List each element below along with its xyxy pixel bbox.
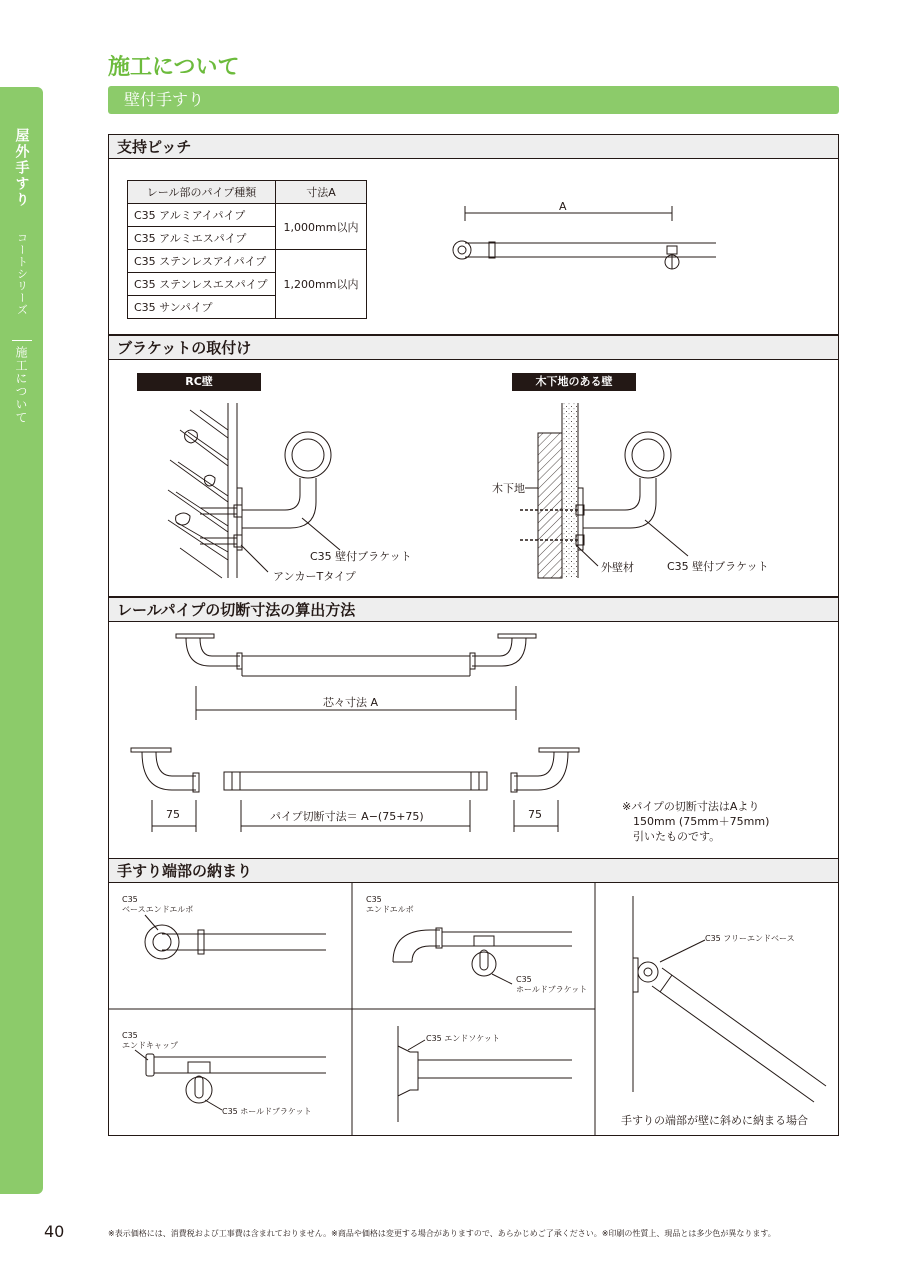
dimension-a-label: A	[559, 200, 567, 213]
left-75-label: 75	[166, 808, 180, 821]
end-elbow-label: C35 エンドエルボ	[366, 895, 414, 914]
end-cap-label: C35 エンドキャップ	[122, 1031, 178, 1050]
page-title: 施工について	[108, 55, 240, 80]
right-75-label: 75	[528, 808, 542, 821]
anchor-label: アンカーTタイプ	[273, 570, 356, 583]
table-cell-pipe: C35 アルミエスパイプ	[128, 227, 276, 250]
side-tab-section: 施工について	[14, 346, 28, 424]
table-cell-pipe: C35 サンパイプ	[128, 296, 276, 319]
exterior-label: 外壁材	[601, 561, 634, 574]
table-cell-dimension: 1,200mm以内	[276, 250, 367, 319]
table-cell-pipe: C35 アルミアイパイプ	[128, 204, 276, 227]
support-pitch-table	[127, 180, 367, 319]
table-cell-pipe: C35 ステンレスエスパイプ	[128, 273, 276, 296]
wood-wall-label: 木下地のある壁	[512, 373, 636, 391]
end-finish-heading: 手すり端部の納まり	[108, 858, 839, 883]
center-dimension-label: 芯々寸法 A	[323, 696, 379, 709]
side-tab-series: コートシリーズ	[15, 232, 29, 316]
hold-bracket-label: C35 ホールドブラケット	[516, 975, 588, 994]
side-tab-category: 屋外手すり	[13, 128, 30, 208]
free-end-base-label: C35 フリーエンドベース	[705, 934, 795, 943]
table-header-dimension: 寸法A	[276, 181, 367, 204]
section-bar: 壁付手すり	[108, 86, 839, 114]
table-cell-dimension: 1,000mm以内	[276, 204, 367, 250]
support-pitch-heading: 支持ピッチ	[108, 134, 839, 159]
page-number: 40	[44, 1222, 65, 1241]
end-socket-label: C35 エンドソケット	[426, 1034, 500, 1043]
pipe-cut-label: パイプ切断寸法＝ A−(75+75)	[270, 810, 424, 823]
bracket-heading: ブラケットの取付け	[108, 335, 839, 360]
cutting-note: ※パイプの切断寸法はAより 150mm (75mm＋75mm) 引いたものです。	[622, 800, 770, 843]
cutting-heading: レールパイプの切断寸法の算出方法	[108, 597, 839, 622]
diagonal-caption: 手すりの端部が壁に斜めに納まる場合	[621, 1114, 808, 1127]
end-finish-frame	[108, 858, 839, 1136]
rc-bracket-label: C35 壁付ブラケット	[310, 550, 412, 563]
rc-wall-label: RC壁	[137, 373, 261, 391]
base-end-elbow-label: C35 ベースエンドエルボ	[122, 895, 194, 914]
table-header-pipe: レール部のパイプ種類	[128, 181, 276, 204]
table-cell-pipe: C35 ステンレスアイパイプ	[128, 250, 276, 273]
wood-base-label: 木下地	[492, 482, 525, 495]
wood-bracket-label: C35 壁付ブラケット	[667, 560, 769, 573]
footer-disclaimer: ※表示価格には、消費税および工事費は含まれておりません。※商品や価格は変更する場合がありますので、あらかじめご了承ください。※印刷の性質上、現品とは多少色が異なります。	[108, 1229, 776, 1238]
side-tab-divider	[12, 340, 32, 341]
hold-bracket-label-2: C35 ホールドブラケット	[222, 1107, 312, 1116]
